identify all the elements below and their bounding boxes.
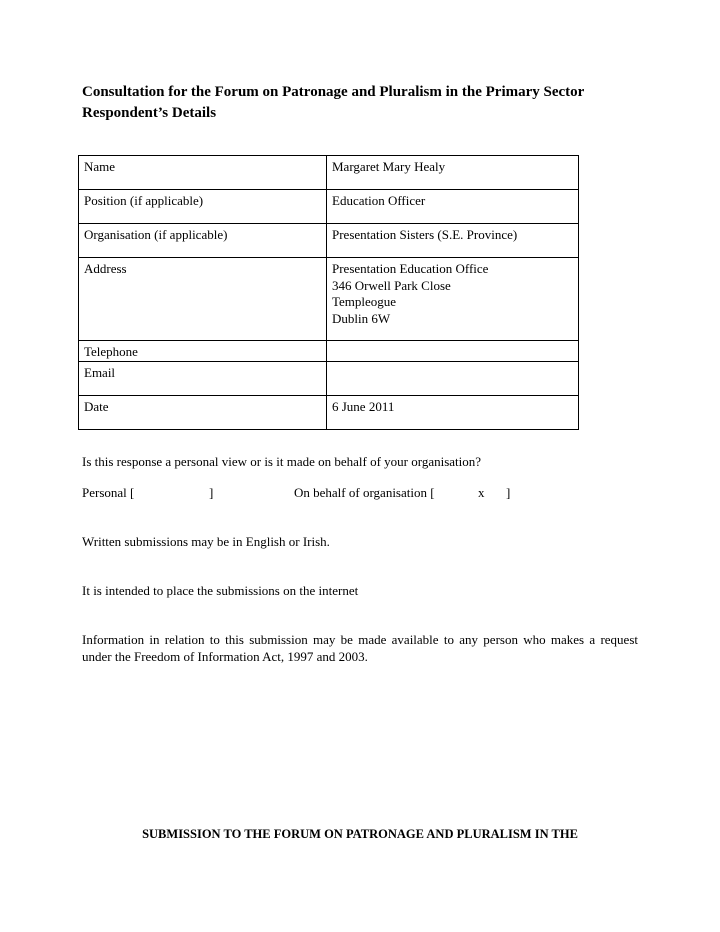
date-value: 6 June 2011 <box>327 395 579 429</box>
address-line: 346 Orwell Park Close <box>332 277 451 293</box>
organisation-value: Presentation Sisters (S.E. Province) <box>327 224 579 258</box>
table-row-position <box>79 190 579 224</box>
address-line: Dublin 6W <box>332 310 391 326</box>
telephone-value <box>327 341 579 362</box>
name-label: Name <box>79 156 327 190</box>
position-value: Education Officer <box>327 190 579 224</box>
date-label: Date <box>79 395 327 429</box>
address-value <box>327 258 579 341</box>
address-line: Templeogue <box>332 294 397 309</box>
organisation-option-mark: x <box>478 485 485 500</box>
table-row-name <box>79 156 579 190</box>
table-row-organisation <box>79 224 579 258</box>
organisation-label: Organisation (if applicable) <box>79 224 327 258</box>
submission-heading: SUBMISSION TO THE FORUM ON PATRONAGE AND PLURALISM IN THE <box>142 827 578 841</box>
table-row-date <box>79 395 579 429</box>
language-note: Written submissions may be in English or Irish. <box>82 534 330 549</box>
table-row-address <box>79 258 579 341</box>
document-title <box>82 82 662 124</box>
response-type-question: Is this response a personal view or is it made on behalf of your organisation? <box>82 454 482 469</box>
table-row-telephone <box>79 341 579 362</box>
organisation-option-open: On behalf of organisation [ <box>294 485 435 500</box>
title-line-1: Consultation for the Forum on Patronage and Pluralism in the Primary Sector <box>82 84 585 100</box>
personal-option-open: Personal [ <box>82 485 135 500</box>
foi-note: Information in relation to this submission may be made available to any person who makes a request under the Freedom of Information Act, 1997 and 2003. <box>82 632 638 664</box>
telephone-label: Telephone <box>79 341 327 362</box>
title-line-2: Respondent’s Details <box>82 105 217 121</box>
position-label: Position (if applicable) <box>79 190 327 224</box>
organisation-option-close: ] <box>506 485 511 500</box>
email-value <box>327 361 579 395</box>
name-value: Margaret Mary Healy <box>327 156 579 190</box>
respondent-details-table <box>78 155 579 430</box>
response-type-choices <box>82 485 602 503</box>
address-line: Presentation Education Office <box>332 261 489 276</box>
email-label: Email <box>79 361 327 395</box>
address-label: Address <box>79 258 327 341</box>
personal-option-close: ] <box>209 485 214 500</box>
table-row-email <box>79 361 579 395</box>
internet-note: It is intended to place the submissions on the internet <box>82 583 359 598</box>
